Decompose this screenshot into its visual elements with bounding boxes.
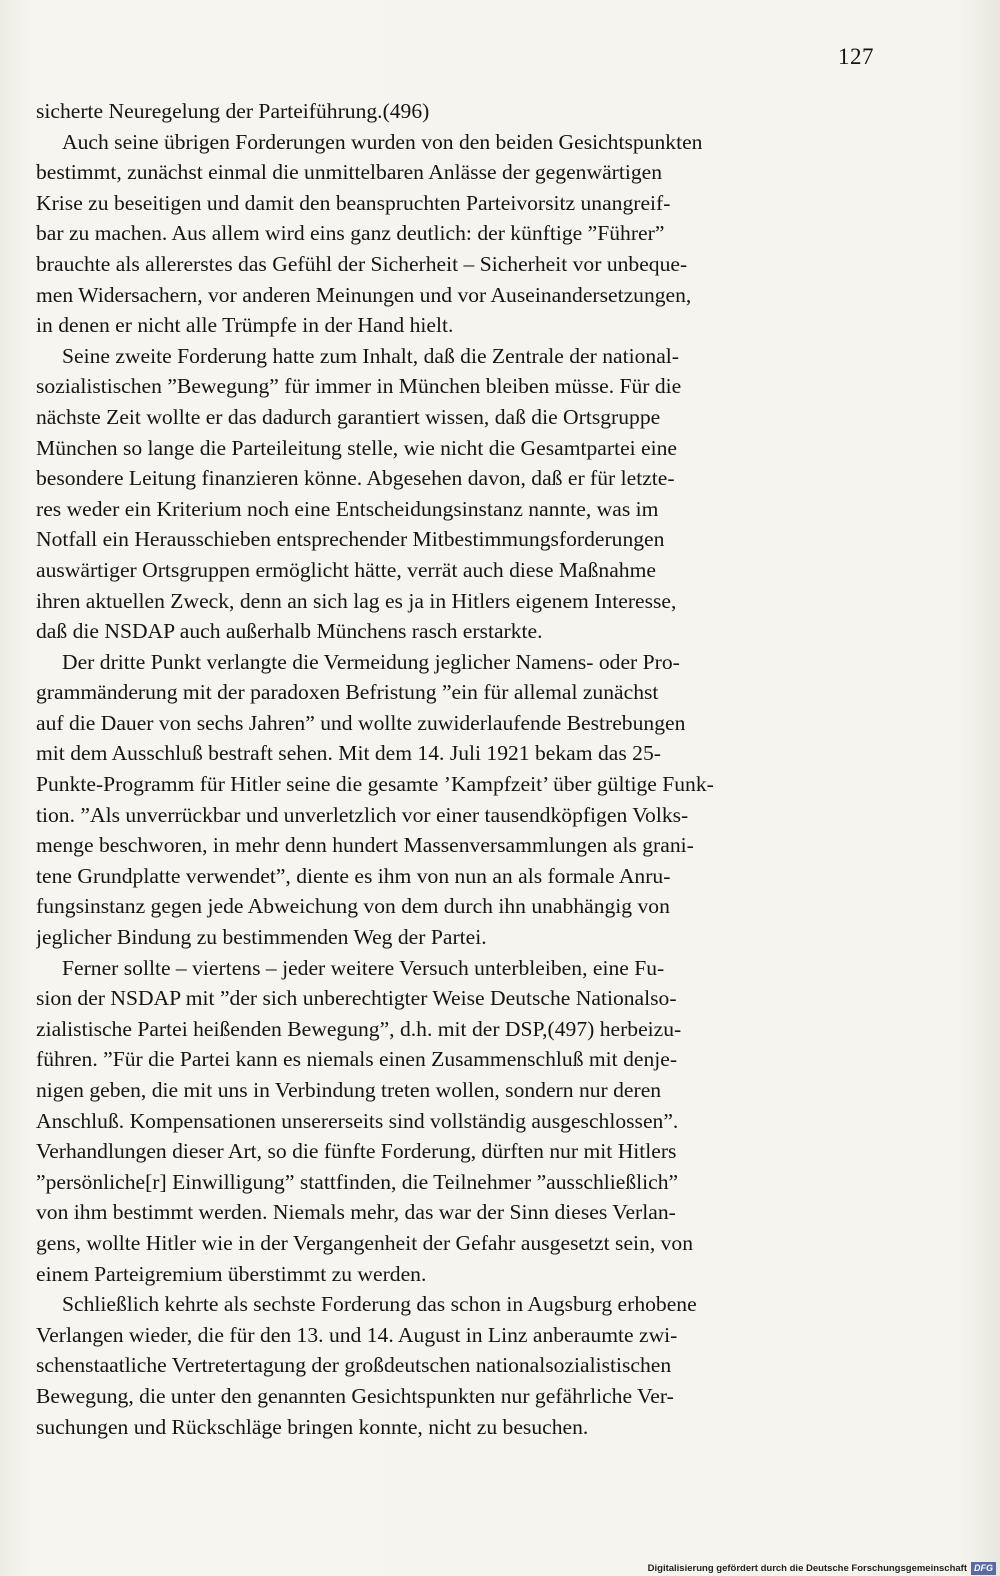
text-line: fungsinstanz gegen jede Abweichung von dem durch ihn unabhängig von: [36, 894, 670, 919]
text-line: Schließlich kehrte als sechste Forderung das schon in Augsburg erhobene: [62, 1292, 697, 1317]
text-line: daß die NSDAP auch außerhalb Münchens rasch erstarkte.: [36, 619, 543, 644]
text-line: res weder ein Kriterium noch eine Entscheidungsinstanz nannte, was im: [36, 496, 659, 521]
text-line: tion. ”Als unverrückbar und unverletzlich vor einer tausendköpfigen Volks-: [36, 802, 689, 827]
text-line: tene Grundplatte verwendet”, diente es ihm von nun an als formale Anru-: [36, 863, 671, 888]
text-line: Seine zweite Forderung hatte zum Inhalt, daß die Zentrale der national-: [62, 343, 679, 368]
text-line: ”persönliche[r] Einwilligung” stattfinden, die Teilnehmer ”ausschließlich”: [36, 1169, 679, 1194]
text-line: sicherte Neuregelung der Parteiführung.(496): [36, 99, 430, 123]
text-line: schenstaatliche Vertretertagung der großdeutschen nationalsozialistischen: [36, 1353, 672, 1378]
text-line: Der dritte Punkt verlangte die Vermeidung jeglicher Namens- oder Pro-: [62, 649, 680, 674]
body-text: [36, 96, 866, 1442]
text-line: führen. ”Für die Partei kann es niemals einen Zusammenschluß mit denje-: [36, 1047, 678, 1072]
text-line: Verlangen wieder, die für den 13. und 14. August in Linz anberaumte zwi-: [36, 1322, 678, 1347]
digitization-footer: [600, 1560, 1000, 1576]
text-line: Auch seine übrigen Forderungen wurden von den beiden Gesichtspunkten: [62, 129, 703, 154]
text-line: brauchte als allererstes das Gefühl der Sicherheit – Sicherheit vor unbeque-: [36, 251, 688, 276]
text-line: bestimmt, zunächst einmal die unmittelbaren Anlässe der gegenwärtigen: [36, 160, 663, 185]
text-line: grammänderung mit der paradoxen Befristung ”ein für allemal zunächst: [36, 680, 659, 705]
text-line: nigen geben, die mit uns in Verbindung treten wollen, sondern nur deren: [36, 1078, 662, 1102]
text-line: einem Parteigremium überstimmt zu werden.: [36, 1261, 427, 1286]
text-line: nächste Zeit wollte er das dadurch garantiert wissen, daß die Ortsgruppe: [36, 404, 661, 429]
footer-credit-text: Digitalisierung gefördert durch die Deutsche Forschungsgemeinschaft: [647, 1562, 967, 1574]
text-line: zialistische Partei heißenden Bewegung”, d.h. mit der DSP,(497) herbeizu-: [36, 1016, 682, 1041]
text-line: mit dem Ausschluß bestraft sehen. Mit dem 14. Juli 1921 bekam das 25-: [36, 741, 661, 766]
text-line: Punkte-Programm für Hitler seine die gesamte ’Kampfzeit’ über gültige Funk-: [36, 772, 714, 797]
text-line: in denen er nicht alle Trümpfe in der Hand hielt.: [36, 313, 454, 338]
text-line: auf die Dauer von sechs Jahren” und wollte zuwiderlaufende Bestrebungen: [36, 710, 686, 735]
text-line: suchungen und Rückschläge bringen konnte, nicht zu besuchen.: [36, 1414, 589, 1439]
text-line: sozialistischen ”Bewegung” für immer in München bleiben müsse. Für die: [36, 374, 682, 399]
text-line: Ferner sollte – viertens – jeder weitere Versuch unterbleiben, eine Fu-: [62, 955, 665, 980]
text-line: München so lange die Parteileitung stelle, wie nicht die Gesamtpartei eine: [36, 435, 678, 460]
text-line: Anschluß. Kompensationen unsererseits sind vollständig ausgeschlossen”.: [36, 1108, 679, 1133]
text-line: men Widersachern, vor anderen Meinungen und vor Auseinandersetzungen,: [36, 282, 692, 307]
dfg-logo: DFG: [971, 1562, 996, 1575]
text-line: gens, wollte Hitler wie in der Vergangenheit der Gefahr ausgesetzt sein, von: [36, 1230, 694, 1255]
text-line: ihren aktuellen Zweck, denn an sich lag es ja in Hitlers eigenem Interesse,: [36, 588, 677, 613]
text-line: Verhandlungen dieser Art, so die fünfte Forderung, dürften nur mit Hitlers: [36, 1139, 677, 1164]
text-line: Krise zu beseitigen und damit den beanspruchten Parteivorsitz unangreif-: [36, 190, 671, 215]
text-line: menge beschworen, in mehr denn hundert Massenversammlungen als grani-: [36, 833, 694, 858]
text-line: bar zu machen. Aus allem wird eins ganz deutlich: der künftige ”Führer”: [36, 221, 665, 246]
text-line: auswärtiger Ortsgruppen ermöglicht hätte, verrät auch diese Maßnahme: [36, 557, 656, 582]
text-line: sion der NSDAP mit ”der sich unberechtigter Weise Deutsche Nationalso-: [36, 986, 677, 1011]
text-line: Notfall ein Herausschieben entsprechender Mitbestimmungsforderungen: [36, 527, 665, 552]
text-line: von ihm bestimmt werden. Niemals mehr, das war der Sinn dieses Verlan-: [36, 1200, 676, 1225]
page-number: 127: [838, 44, 874, 69]
text-line: besondere Leitung finanzieren könne. Abgesehen davon, daß er für letzte-: [36, 466, 675, 491]
text-line: jeglicher Bindung zu bestimmenden Weg der Partei.: [36, 925, 487, 950]
text-line: Bewegung, die unter den genannten Gesichtspunkten nur gefährliche Ver-: [36, 1383, 674, 1408]
